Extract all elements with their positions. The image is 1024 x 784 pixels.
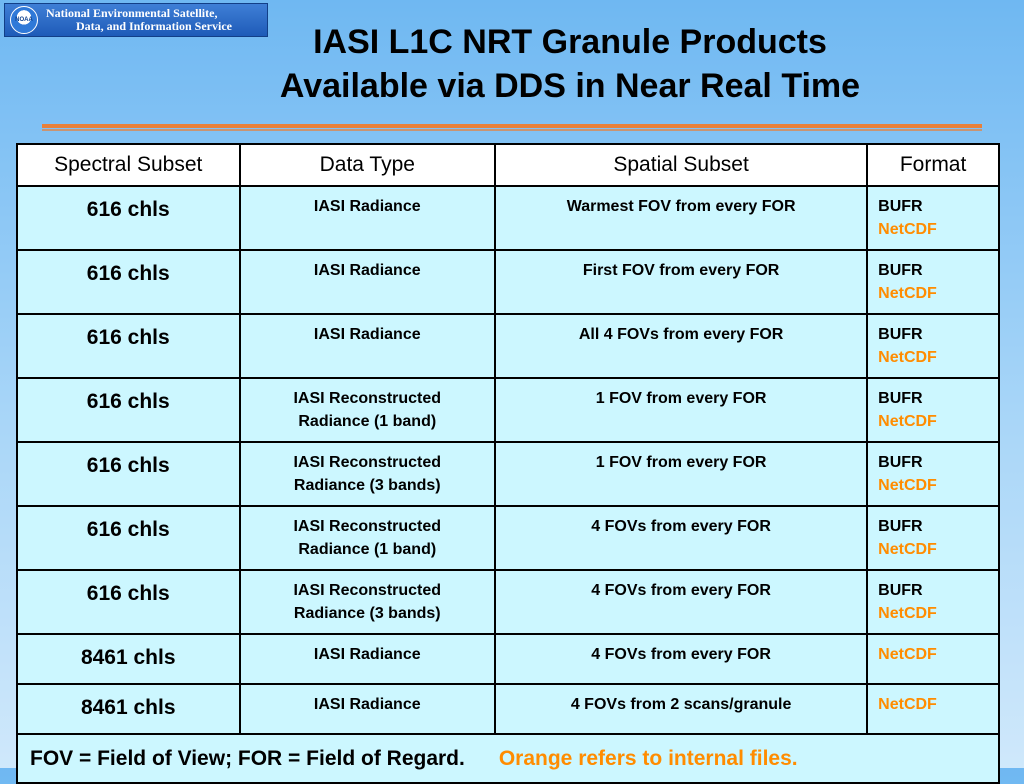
- format-bufr: BUFR: [878, 198, 923, 215]
- data-type-line: Radiance (3 bands): [293, 477, 441, 494]
- format-netcdf: NetCDF: [878, 477, 937, 494]
- spatial-subset-cell: 4 FOVs from 2 scans/granule: [495, 684, 867, 734]
- footnote-definitions: FOV = Field of View; FOR = Field of Regard.: [30, 747, 465, 770]
- format-cell: [867, 634, 999, 684]
- data-type-cell: [240, 378, 496, 442]
- format-bufr: BUFR: [878, 326, 923, 343]
- table-footnote-row: [17, 734, 999, 783]
- data-type-cell: [240, 442, 496, 506]
- table-row: [17, 186, 999, 250]
- data-type-line: Radiance (1 band): [298, 541, 437, 558]
- data-type-cell: [240, 250, 496, 314]
- format-netcdf: NetCDF: [878, 646, 937, 663]
- data-type-line: IASI Reconstructed: [293, 454, 442, 471]
- format-netcdf: NetCDF: [878, 541, 937, 558]
- format-netcdf: NetCDF: [878, 221, 937, 238]
- data-type-cell: [240, 186, 496, 250]
- format-cell: [867, 186, 999, 250]
- format-bufr: BUFR: [878, 262, 923, 279]
- header-spatial-subset: Spatial Subset: [495, 144, 867, 186]
- table-row: [17, 250, 999, 314]
- spatial-subset-cell: First FOV from every FOR: [495, 250, 867, 314]
- data-type-cell: [240, 570, 496, 634]
- products-table: [16, 143, 1000, 784]
- spatial-subset-cell: 4 FOVs from every FOR: [495, 506, 867, 570]
- table-row: [17, 570, 999, 634]
- format-netcdf: NetCDF: [878, 605, 937, 622]
- spectral-subset-cell: 616 chls: [17, 442, 240, 506]
- spatial-subset-cell: 1 FOV from every FOR: [495, 442, 867, 506]
- format-cell: [867, 250, 999, 314]
- header-spectral-subset: Spectral Subset: [17, 144, 240, 186]
- format-bufr: BUFR: [878, 582, 923, 599]
- header-data-type: Data Type: [240, 144, 496, 186]
- spectral-subset-cell: 8461 chls: [17, 684, 240, 734]
- title-line-2: Available via DDS in Near Real Time: [279, 67, 861, 105]
- spectral-subset-cell: 616 chls: [17, 186, 240, 250]
- data-type-line: IASI Reconstructed: [293, 390, 442, 407]
- noaa-logo-icon: NOAA: [10, 6, 38, 34]
- data-type-line: Radiance (3 bands): [293, 605, 441, 622]
- banner-line-2: Data, and Information Service: [76, 19, 232, 33]
- data-type-line: IASI Radiance: [313, 326, 421, 343]
- format-bufr: BUFR: [878, 390, 923, 407]
- spatial-subset-cell: 4 FOVs from every FOR: [495, 570, 867, 634]
- format-bufr: BUFR: [878, 454, 923, 471]
- data-type-line: IASI Radiance: [313, 696, 421, 713]
- spatial-subset-cell: 1 FOV from every FOR: [495, 378, 867, 442]
- format-cell: [867, 570, 999, 634]
- data-type-cell: [240, 314, 496, 378]
- spatial-subset-cell: 4 FOVs from every FOR: [495, 634, 867, 684]
- data-type-line: IASI Reconstructed: [293, 518, 442, 535]
- spectral-subset-cell: 616 chls: [17, 378, 240, 442]
- title-divider-secondary: [42, 129, 982, 131]
- banner-line-1: National Environmental Satellite,: [46, 6, 218, 20]
- table-header-row: [17, 144, 999, 186]
- spectral-subset-cell: 8461 chls: [17, 634, 240, 684]
- table-row: [17, 314, 999, 378]
- format-cell: [867, 506, 999, 570]
- format-netcdf: NetCDF: [878, 349, 937, 366]
- footnote-orange-legend: Orange refers to internal files.: [498, 747, 798, 770]
- title-line-1: IASI L1C NRT Granule Products: [313, 23, 827, 61]
- footnote-cell: [17, 734, 999, 783]
- header-format: Format: [867, 144, 999, 186]
- format-bufr: BUFR: [878, 518, 923, 535]
- spectral-subset-cell: 616 chls: [17, 570, 240, 634]
- data-type-line: Radiance (1 band): [298, 413, 437, 430]
- spectral-subset-cell: 616 chls: [17, 250, 240, 314]
- table-row: [17, 684, 999, 734]
- data-type-cell: [240, 634, 496, 684]
- title-divider: [42, 124, 982, 128]
- data-type-line: IASI Radiance: [313, 198, 421, 215]
- data-type-line: IASI Radiance: [313, 262, 421, 279]
- table-row: [17, 634, 999, 684]
- format-cell: [867, 314, 999, 378]
- table-row: [17, 378, 999, 442]
- table-row: [17, 442, 999, 506]
- data-type-line: IASI Reconstructed: [293, 582, 442, 599]
- format-cell: [867, 378, 999, 442]
- spatial-subset-cell: Warmest FOV from every FOR: [495, 186, 867, 250]
- format-netcdf: NetCDF: [878, 285, 937, 302]
- spatial-subset-cell: All 4 FOVs from every FOR: [495, 314, 867, 378]
- spectral-subset-cell: 616 chls: [17, 314, 240, 378]
- data-type-cell: [240, 506, 496, 570]
- spectral-subset-cell: 616 chls: [17, 506, 240, 570]
- format-netcdf: NetCDF: [878, 696, 937, 713]
- slide-title: [200, 20, 940, 108]
- data-type-line: IASI Radiance: [313, 646, 421, 663]
- format-netcdf: NetCDF: [878, 413, 937, 430]
- table-row: [17, 506, 999, 570]
- format-cell: [867, 684, 999, 734]
- format-cell: [867, 442, 999, 506]
- data-type-cell: [240, 684, 496, 734]
